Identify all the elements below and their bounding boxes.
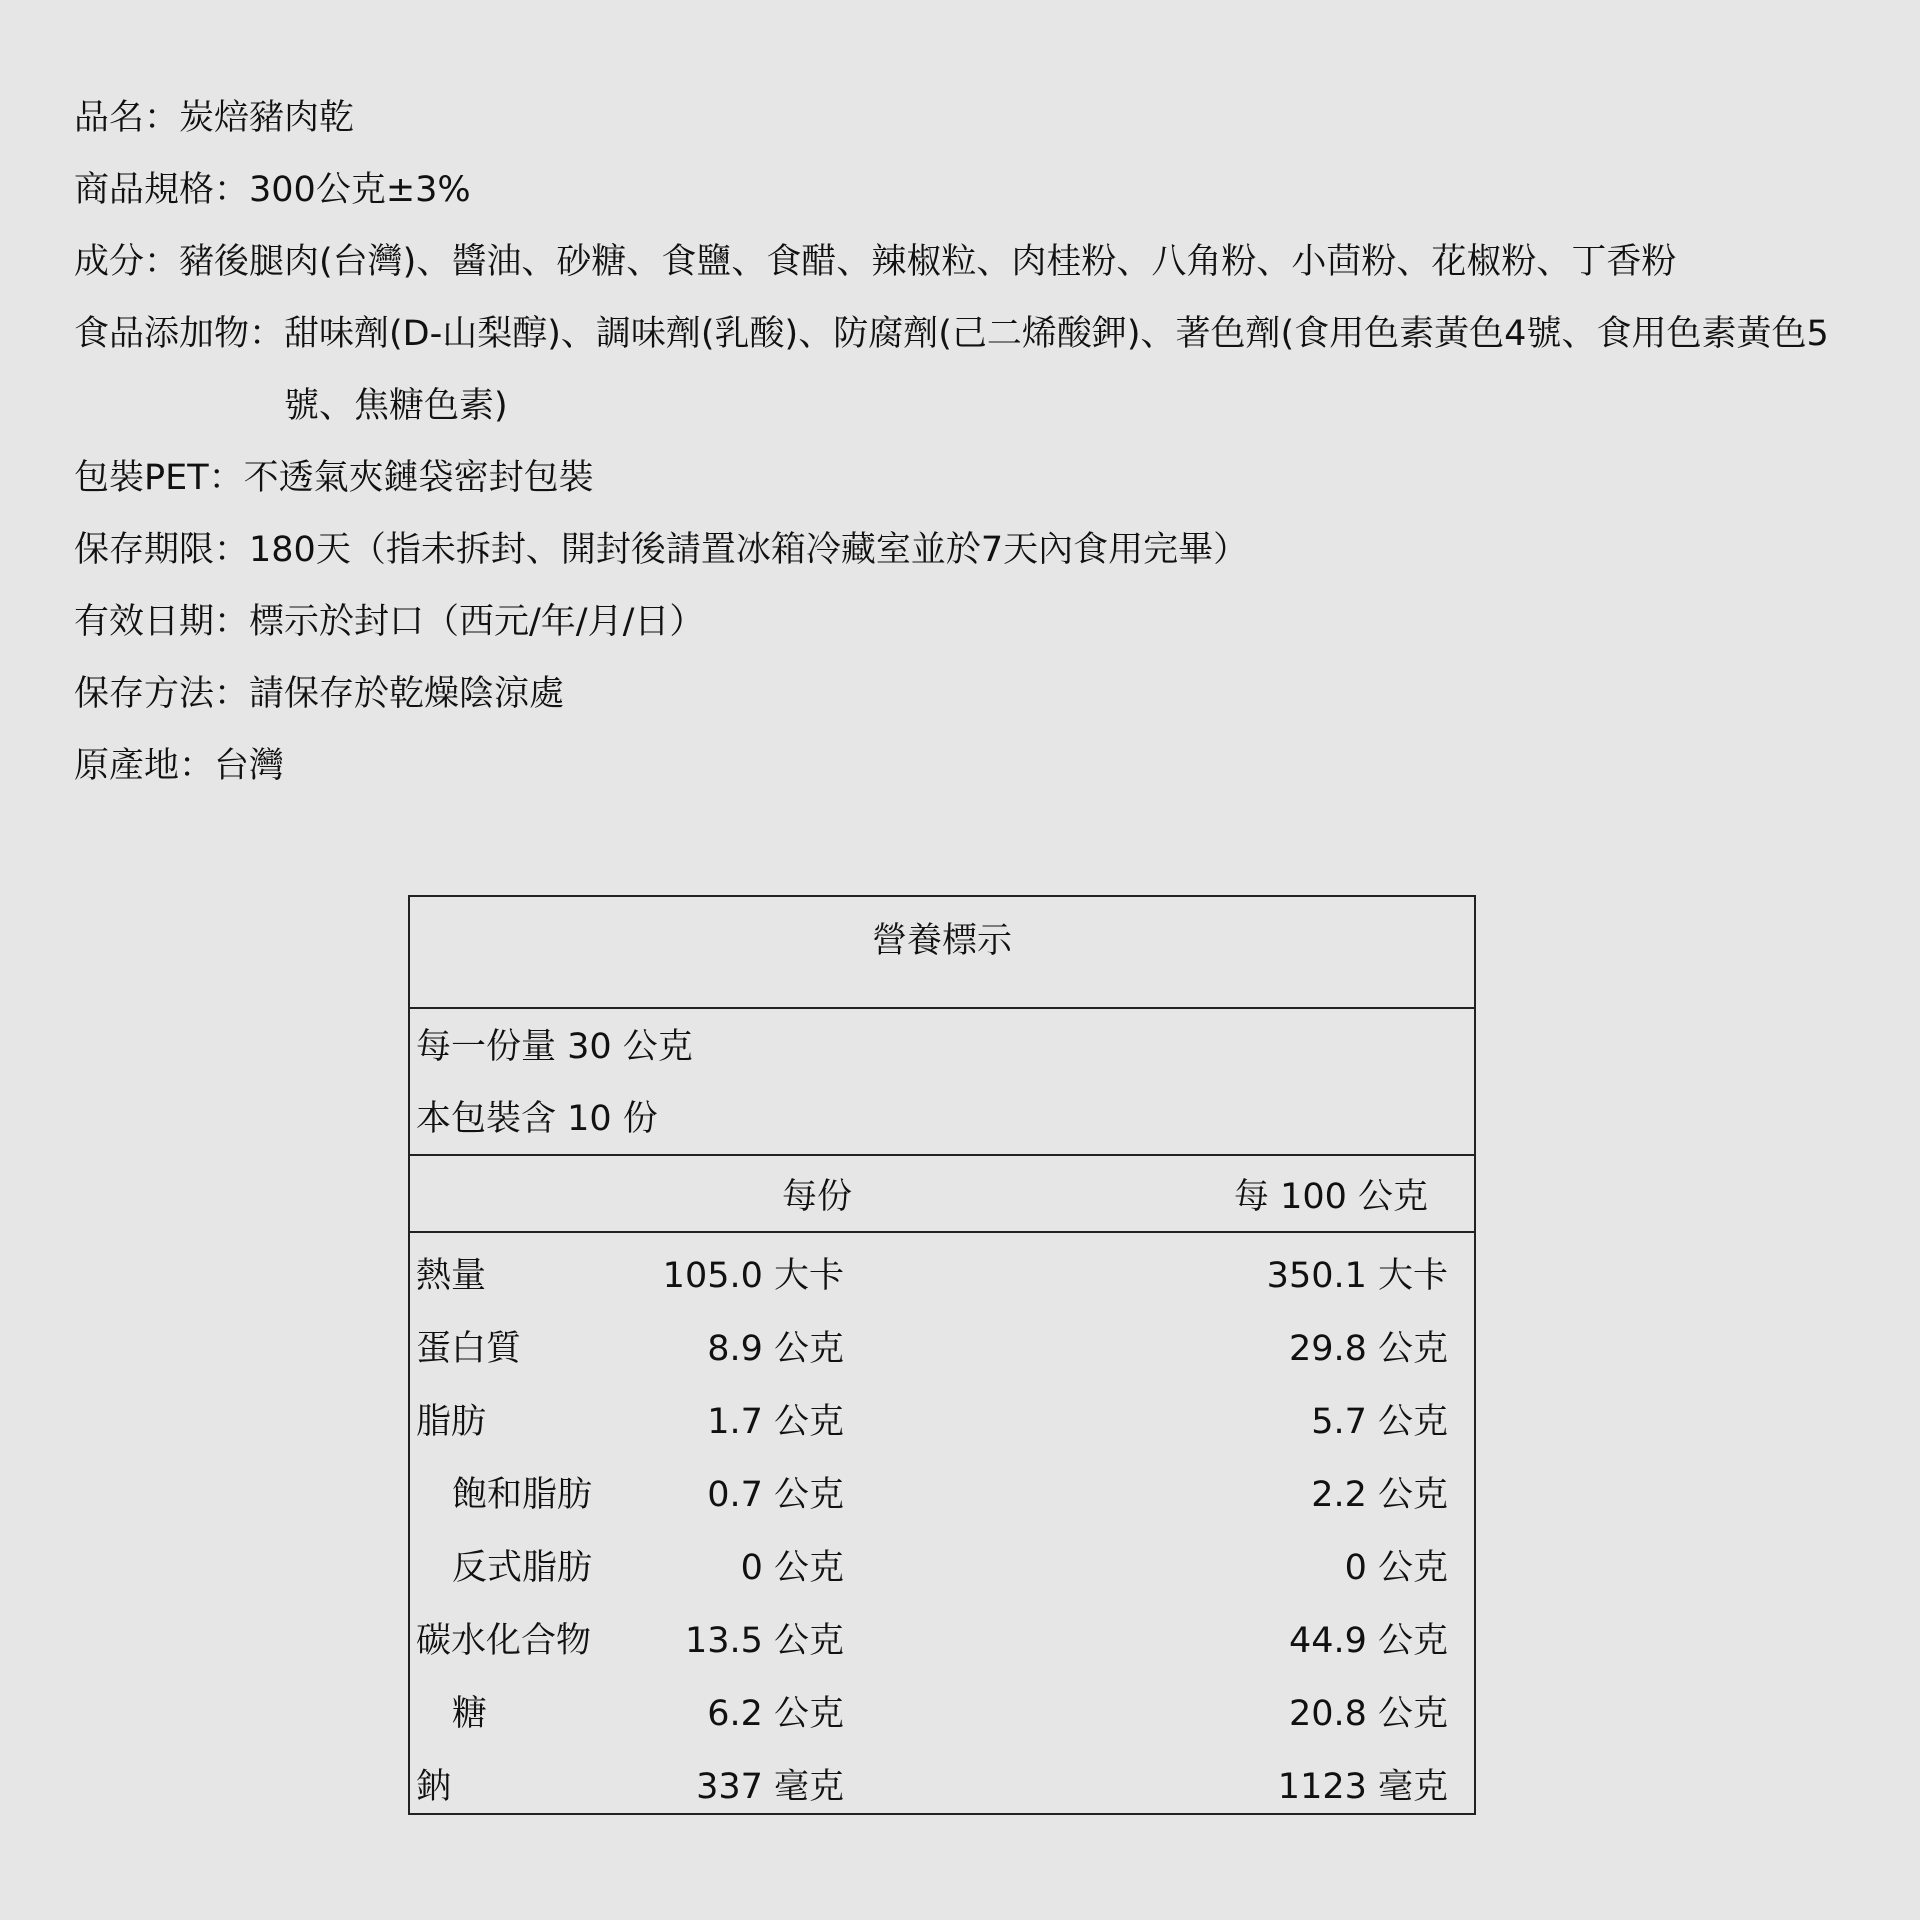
info-label: 保存期限： xyxy=(74,530,250,570)
nutrient-per-100g: 20.8 公克 xyxy=(1288,1694,1448,1734)
info-value: 標示於封口（西元/年/月/日） xyxy=(249,602,705,642)
nutrition-title: 營養標示 xyxy=(410,897,1474,1009)
nutrient-per-100g: 5.7 公克 xyxy=(1311,1402,1448,1442)
info-value: 300公克±3% xyxy=(249,170,471,210)
nutrient-name: 脂肪 xyxy=(416,1402,487,1442)
nutrient-row-fat xyxy=(410,1377,1474,1450)
nutrient-name: 反式脂肪 xyxy=(452,1548,593,1588)
info-row-origin xyxy=(74,730,1874,802)
product-info xyxy=(74,82,1874,802)
nutrient-per-serving: 0.7 公克 xyxy=(707,1475,844,1515)
info-row-name xyxy=(74,82,1874,154)
info-value: 不透氣夾鏈袋密封包裝 xyxy=(243,458,594,498)
nutrient-per-100g: 44.9 公克 xyxy=(1288,1621,1448,1661)
nutrient-per-serving: 8.9 公克 xyxy=(707,1329,844,1369)
nutrient-name: 糖 xyxy=(452,1694,488,1734)
info-value: 甜味劑(D-山梨醇)、調味劑(乳酸)、防腐劑(己二烯酸鉀)、著色劑(食用色素黃色4號、食用色素黃色5號、焦糖色素) xyxy=(284,314,1829,426)
nutrient-row-protein xyxy=(410,1304,1474,1377)
nutrient-per-100g: 350.1 大卡 xyxy=(1266,1256,1448,1296)
nutrient-per-serving: 105.0 大卡 xyxy=(662,1256,844,1296)
info-label: 有效日期： xyxy=(74,602,250,642)
nutrient-per-serving: 13.5 公克 xyxy=(684,1621,844,1661)
nutrient-name: 碳水化合物 xyxy=(416,1621,592,1661)
nutrient-row-trans-fat xyxy=(410,1523,1474,1596)
nutrient-row-energy xyxy=(410,1231,1474,1304)
nutrient-per-serving: 337 毫克 xyxy=(696,1767,844,1807)
info-label: 包裝PET： xyxy=(74,458,244,498)
info-row-ingredients xyxy=(74,226,1874,298)
col-per-100g: 每 100 公克 xyxy=(1234,1177,1429,1217)
info-row-shelf-life xyxy=(74,514,1874,586)
nutrient-per-serving: 1.7 公克 xyxy=(707,1402,844,1442)
info-row-expiry xyxy=(74,586,1874,658)
nutrition-header xyxy=(410,1154,1474,1233)
nutrient-name: 鈉 xyxy=(416,1767,452,1807)
nutrient-row-sugar xyxy=(410,1669,1474,1742)
nutrition-rows xyxy=(410,1231,1474,1815)
info-row-packaging xyxy=(74,442,1874,514)
servings-per-pack: 本包裝含 10 份 xyxy=(416,1099,658,1139)
info-label: 保存方法： xyxy=(74,674,250,714)
nutrient-row-sodium xyxy=(410,1742,1474,1815)
nutrient-per-100g: 0 公克 xyxy=(1344,1548,1448,1588)
col-per-serving: 每份 xyxy=(782,1177,853,1217)
nutrient-name: 蛋白質 xyxy=(416,1329,522,1369)
info-label: 品名： xyxy=(74,98,180,138)
nutrient-row-carbohydrate xyxy=(410,1596,1474,1669)
nutrient-per-100g: 1123 毫克 xyxy=(1277,1767,1448,1807)
info-value: 請保存於乾燥陰涼處 xyxy=(249,674,565,714)
info-label: 商品規格： xyxy=(74,170,250,210)
nutrient-row-saturated-fat xyxy=(410,1450,1474,1523)
nutrient-name: 飽和脂肪 xyxy=(452,1475,593,1515)
info-label: 原產地： xyxy=(74,746,215,786)
nutrition-table xyxy=(408,895,1476,1815)
info-value: 炭焙豬肉乾 xyxy=(179,98,355,138)
info-label: 成分： xyxy=(74,242,180,282)
nutrient-per-serving: 0 公克 xyxy=(740,1548,844,1588)
info-row-additives xyxy=(74,298,1874,442)
nutrient-per-100g: 2.2 公克 xyxy=(1311,1475,1448,1515)
serving-size: 每一份量 30 公克 xyxy=(416,1027,693,1067)
nutrient-name: 熱量 xyxy=(416,1256,487,1296)
serving-info xyxy=(410,1007,1474,1156)
info-row-storage xyxy=(74,658,1874,730)
nutrient-per-100g: 29.8 公克 xyxy=(1288,1329,1448,1369)
info-label: 食品添加物： xyxy=(74,314,285,354)
info-row-spec xyxy=(74,154,1874,226)
info-value: 180天（指未拆封、開封後請置冰箱冷藏室並於7天內食用完畢） xyxy=(249,530,1249,570)
info-value: 台灣 xyxy=(214,746,285,786)
nutrient-per-serving: 6.2 公克 xyxy=(707,1694,844,1734)
info-value: 豬後腿肉(台灣)、醬油、砂糖、食鹽、食醋、辣椒粒、肉桂粉、八角粉、小茴粉、花椒粉、丁香粉 xyxy=(179,242,1677,282)
